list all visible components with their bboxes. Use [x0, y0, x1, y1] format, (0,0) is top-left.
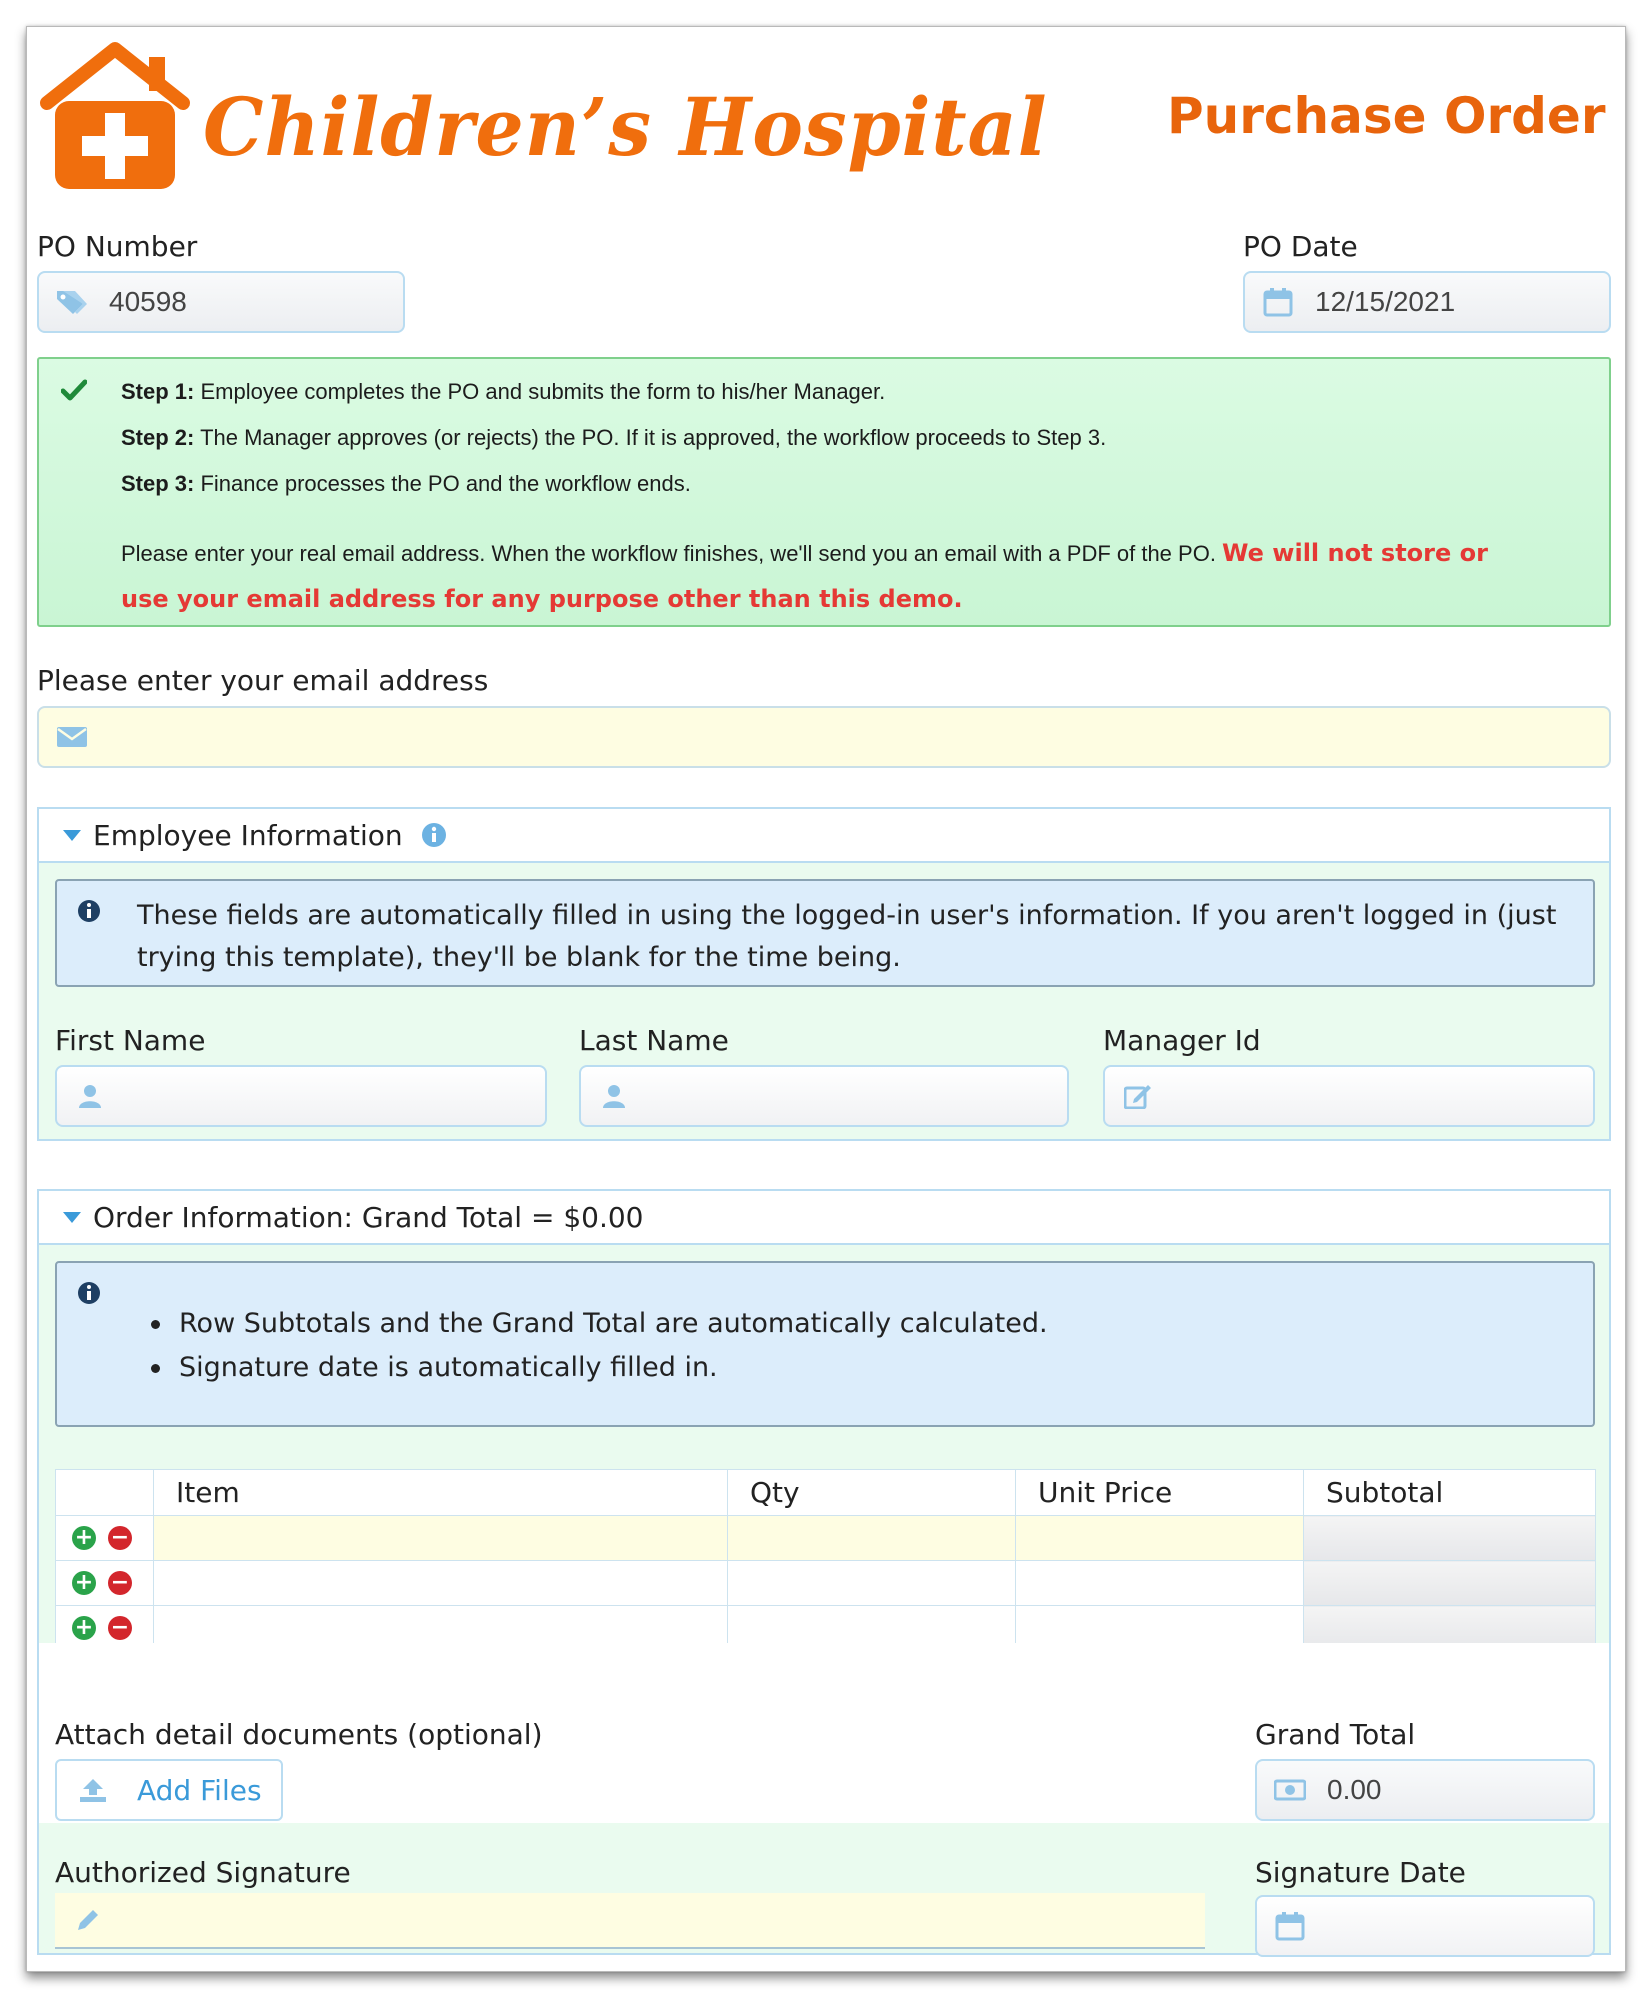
remove-row-icon[interactable]: −	[108, 1571, 132, 1595]
column-header-unit-price: Unit Price	[1016, 1470, 1304, 1516]
remove-row-icon[interactable]: −	[108, 1616, 132, 1640]
table-header-row	[56, 1470, 1596, 1516]
unit-price-cell[interactable]	[1016, 1516, 1304, 1561]
signature-date-field[interactable]	[1255, 1895, 1595, 1957]
first-name-label: First Name	[55, 1024, 206, 1057]
edit-icon	[1121, 1079, 1155, 1113]
manager-id-input[interactable]	[1103, 1065, 1595, 1127]
form-frame	[26, 26, 1626, 1972]
step-3: Step 3: Finance processes the PO and the workflow ends.	[121, 471, 691, 496]
employee-note-line1: These fields are automatically filled in using the logged-in user's information. If you aren't logged in (just	[137, 900, 1557, 931]
email-warning: use your email address for any purpose other than this demo.	[121, 585, 963, 613]
info-icon[interactable]	[421, 822, 447, 848]
manager-id-label: Manager Id	[1103, 1024, 1261, 1057]
info-icon	[77, 899, 101, 923]
tag-icon	[55, 285, 89, 319]
grand-total-label: Grand Total	[1255, 1718, 1416, 1751]
row-controls-header	[56, 1470, 154, 1516]
collapse-caret-icon[interactable]	[63, 1212, 81, 1223]
user-icon	[597, 1079, 631, 1113]
po-date-field[interactable]	[1243, 271, 1611, 333]
unit-price-cell[interactable]	[1016, 1561, 1304, 1606]
order-panel-title: Order Information: Grand Total = $0.00	[93, 1200, 644, 1234]
grand-total-field[interactable]	[1255, 1759, 1595, 1821]
qty-cell[interactable]	[728, 1516, 1016, 1561]
workflow-steps-alert	[37, 357, 1611, 627]
table-row	[56, 1561, 1596, 1606]
column-header-subtotal: Subtotal	[1304, 1470, 1596, 1516]
signature-input[interactable]	[55, 1893, 1205, 1949]
qty-cell[interactable]	[728, 1561, 1016, 1606]
remove-row-icon[interactable]: −	[108, 1526, 132, 1550]
employee-info-note	[55, 879, 1595, 987]
add-files-label: Add Files	[137, 1773, 262, 1807]
email-note: Please enter your real email address. When the workflow finishes, we'll send you an email with a PDF of the PO. We will not store or	[121, 539, 1488, 567]
list-item: Row Subtotals and the Grand Total are automatically calculated.	[179, 1303, 1048, 1345]
employee-note-line2: trying this template), they'll be blank for the time being.	[137, 942, 901, 973]
email-label: Please enter your email address	[37, 664, 489, 697]
pencil-icon	[75, 1907, 101, 1933]
last-name-input[interactable]	[579, 1065, 1069, 1127]
page-title: Purchase Order	[1167, 87, 1606, 145]
subtotal-cell	[1304, 1561, 1596, 1606]
employee-information-panel	[37, 807, 1611, 1141]
check-icon	[61, 379, 87, 401]
add-row-icon[interactable]: +	[72, 1571, 96, 1595]
order-information-panel	[37, 1189, 1611, 1955]
po-number-label: PO Number	[37, 230, 198, 263]
add-files-button[interactable]	[55, 1759, 283, 1821]
po-number-value: 40598	[109, 286, 187, 317]
step-1: Step 1: Employee completes the PO and submits the form to his/her Manager.	[121, 379, 886, 404]
item-cell[interactable]	[154, 1561, 728, 1606]
envelope-icon	[55, 720, 89, 754]
bullet-icon	[151, 1320, 160, 1329]
last-name-label: Last Name	[579, 1024, 729, 1057]
po-number-field[interactable]	[37, 271, 405, 333]
row-controls	[56, 1516, 154, 1561]
row-controls	[56, 1561, 154, 1606]
order-panel-header[interactable]	[39, 1191, 1609, 1245]
hospital-logo-text: Children’s Hospital	[203, 80, 1048, 174]
attach-label: Attach detail documents (optional)	[55, 1718, 543, 1751]
user-icon	[73, 1079, 107, 1113]
subtotal-cell	[1304, 1516, 1596, 1561]
column-header-qty: Qty	[728, 1470, 1016, 1516]
order-info-note	[55, 1261, 1595, 1427]
first-name-input[interactable]	[55, 1065, 547, 1127]
info-icon	[77, 1281, 101, 1305]
grand-total-value: 0.00	[1327, 1774, 1382, 1805]
hospital-logo-icon	[39, 41, 191, 193]
column-header-item: Item	[154, 1470, 728, 1516]
employee-panel-title: Employee Information	[93, 818, 403, 852]
order-items-table	[55, 1469, 1596, 1651]
list-item: Signature date is automatically filled in.	[179, 1347, 718, 1389]
signature-date-label: Signature Date	[1255, 1856, 1466, 1889]
signature-label: Authorized Signature	[55, 1856, 351, 1889]
employee-panel-header[interactable]	[39, 809, 1609, 863]
collapse-caret-icon[interactable]	[63, 830, 81, 841]
add-row-icon[interactable]: +	[72, 1526, 96, 1550]
calendar-icon	[1261, 285, 1295, 319]
calendar-icon	[1273, 1909, 1307, 1943]
money-icon	[1273, 1773, 1307, 1807]
step-2: Step 2: The Manager approves (or rejects) the PO. If it is approved, the workflow proceeds to Step 3.	[121, 425, 1107, 450]
item-cell[interactable]	[154, 1516, 728, 1561]
table-row	[56, 1516, 1596, 1561]
bullet-icon	[151, 1364, 160, 1373]
upload-icon	[79, 1777, 107, 1803]
po-date-label: PO Date	[1243, 230, 1358, 263]
email-input[interactable]	[37, 706, 1611, 768]
po-date-value: 12/15/2021	[1315, 286, 1456, 317]
add-row-icon[interactable]: +	[72, 1616, 96, 1640]
